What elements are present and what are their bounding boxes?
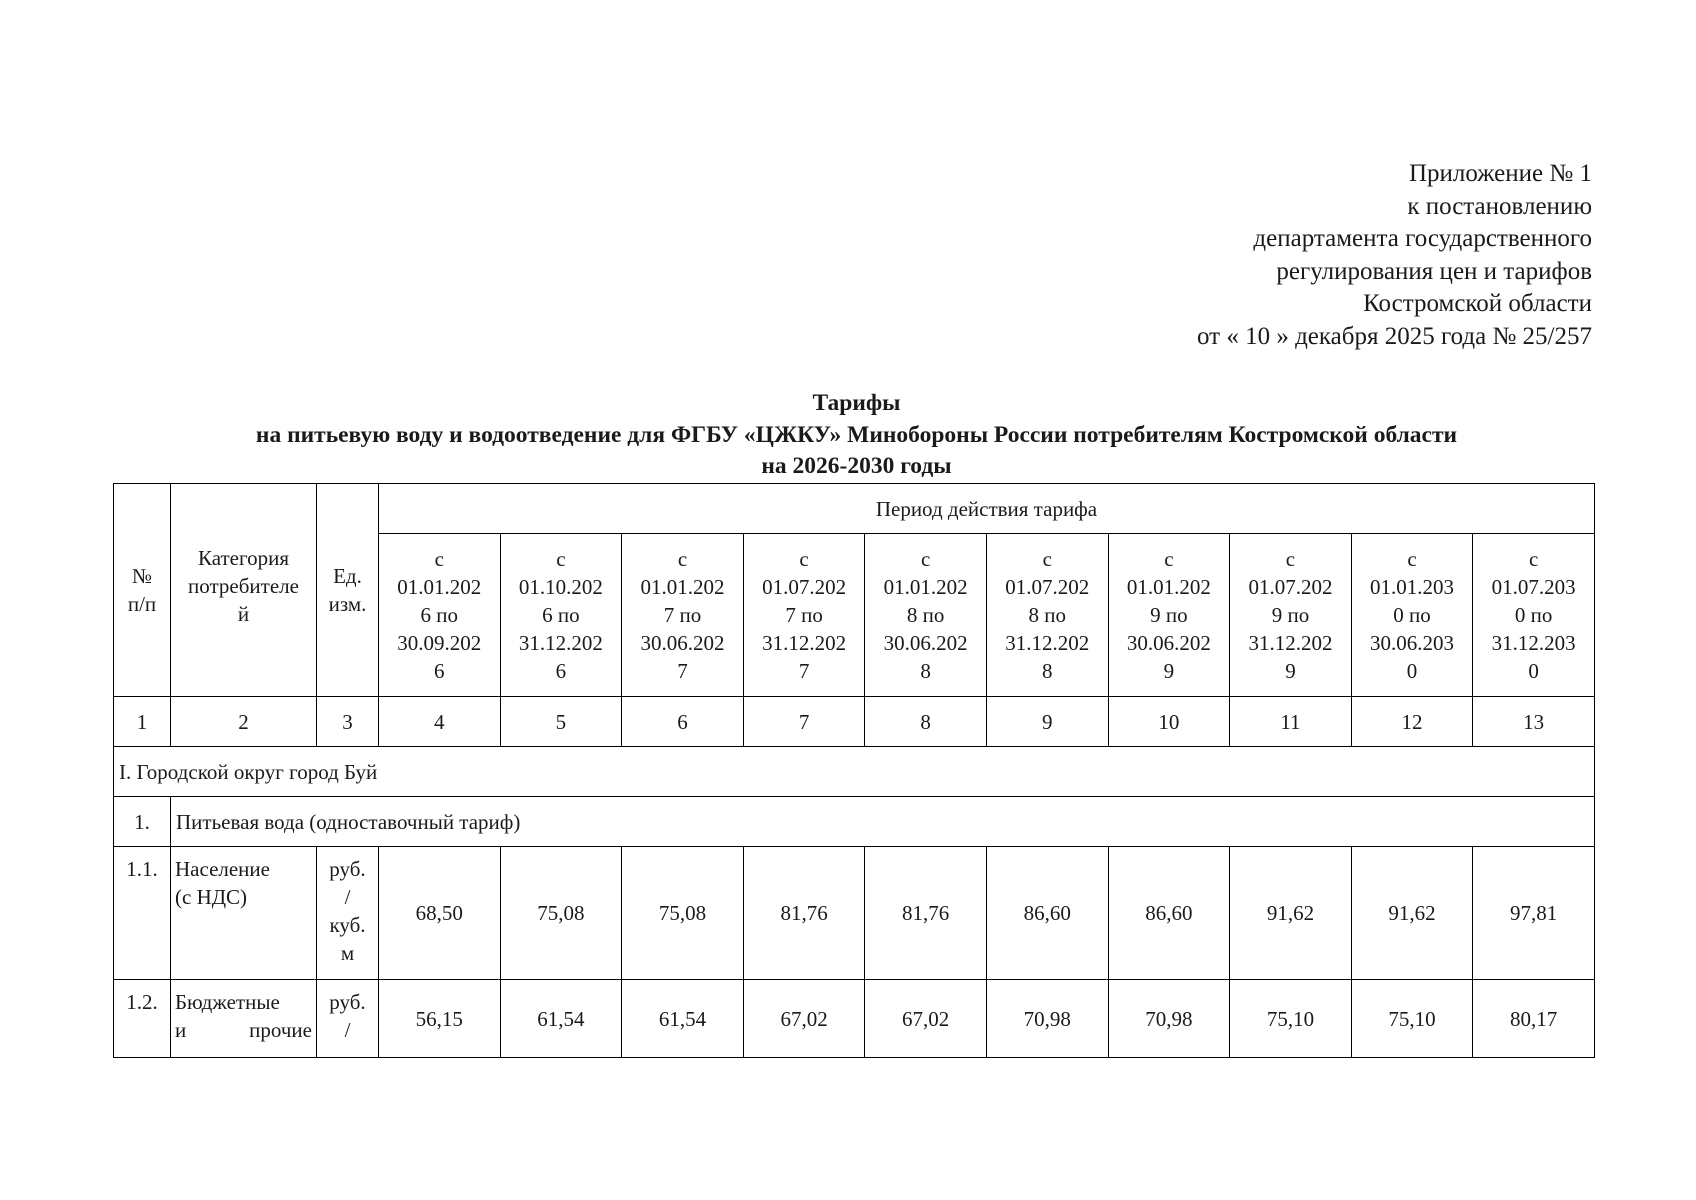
row-num: 1.1. bbox=[114, 847, 171, 980]
period-line: 01.07.202 bbox=[762, 575, 847, 599]
row-unit-line: куб. bbox=[329, 913, 366, 937]
column-number: 9 bbox=[986, 697, 1108, 747]
period-cell bbox=[1351, 534, 1473, 697]
period-line: 9 bbox=[1285, 659, 1296, 683]
column-number: 11 bbox=[1230, 697, 1352, 747]
tariff-value: 86,60 bbox=[986, 847, 1108, 980]
period-line: 6 по bbox=[542, 603, 580, 627]
header-category-line: Категория bbox=[198, 546, 289, 570]
column-number: 8 bbox=[865, 697, 987, 747]
approval-line: от « 10 » декабря 2025 года № 25/257 bbox=[1196, 322, 1592, 350]
header-category-line: потребителе bbox=[188, 574, 299, 598]
tariff-value: 70,98 bbox=[986, 980, 1108, 1058]
tariff-value: 97,81 bbox=[1473, 847, 1595, 980]
column-number: 7 bbox=[743, 697, 865, 747]
period-line: 01.01.202 bbox=[397, 575, 482, 599]
row-category-word: прочие bbox=[249, 1018, 312, 1042]
period-line: 01.07.202 bbox=[1005, 575, 1090, 599]
period-line: 8 bbox=[1042, 659, 1053, 683]
section-row bbox=[114, 747, 1595, 797]
period-line: 30.06.202 bbox=[640, 631, 725, 655]
tariff-value: 67,02 bbox=[743, 980, 865, 1058]
row-num: 1.2. bbox=[114, 980, 171, 1058]
period-line: 31.12.202 bbox=[1248, 631, 1333, 655]
title-line: Тарифы bbox=[812, 390, 901, 416]
approval-line: Приложение № 1 bbox=[1408, 160, 1592, 187]
header-num-line: № bbox=[131, 564, 153, 588]
period-line: 7 bbox=[677, 659, 688, 683]
column-number: 4 bbox=[379, 697, 501, 747]
tariff-value: 75,10 bbox=[1351, 980, 1473, 1058]
period-line: 7 по bbox=[663, 603, 702, 627]
period-line: 30.06.202 bbox=[1126, 631, 1211, 655]
period-line: с bbox=[556, 547, 566, 571]
row-unit-line: / bbox=[344, 885, 351, 909]
tariff-value: 68,50 bbox=[379, 847, 501, 980]
tariff-value: 91,62 bbox=[1351, 847, 1473, 980]
row-category-line bbox=[175, 1016, 312, 1044]
period-line: 6 по bbox=[420, 603, 459, 627]
header-period: Период действия тарифа bbox=[379, 484, 1595, 534]
row-unit bbox=[317, 847, 379, 980]
period-line: с bbox=[799, 547, 809, 571]
row-category-line: (с НДС) bbox=[175, 885, 248, 909]
period-line: 30.06.202 bbox=[883, 631, 968, 655]
row-unit-line: руб. bbox=[329, 857, 366, 881]
period-cell bbox=[743, 534, 865, 697]
header-num-line: п/п bbox=[127, 592, 157, 616]
period-line: 01.07.203 bbox=[1491, 575, 1576, 599]
period-line: 8 по bbox=[906, 603, 945, 627]
table-row bbox=[114, 847, 1595, 980]
period-line: 31.12.202 bbox=[518, 631, 603, 655]
tariff-value: 81,76 bbox=[743, 847, 865, 980]
period-line: 30.09.202 bbox=[397, 631, 482, 655]
header-category bbox=[171, 484, 317, 697]
period-line: 01.01.203 bbox=[1370, 575, 1455, 599]
row-category-line: Население bbox=[175, 857, 270, 881]
row-category-word: и bbox=[175, 1018, 187, 1042]
title-line: на питьевую воду и водоотведение для ФГБУ «ЦЖКУ» Минобороны России потребителям Костромской области bbox=[255, 421, 1458, 448]
column-number-row bbox=[114, 697, 1595, 747]
period-line: 0 по bbox=[1393, 603, 1431, 627]
approval-block bbox=[1197, 158, 1592, 353]
period-line: 8 bbox=[920, 659, 931, 683]
approval-line: департамента государственного bbox=[1253, 225, 1592, 252]
period-line: 9 bbox=[1163, 659, 1175, 683]
period-line: 01.01.202 bbox=[883, 575, 968, 599]
tariff-value: 80,17 bbox=[1473, 980, 1595, 1058]
period-line: с bbox=[677, 547, 688, 571]
period-cell bbox=[865, 534, 987, 697]
tariff-value: 81,76 bbox=[865, 847, 987, 980]
section-title: I. Городской округ город Буй bbox=[114, 747, 1595, 797]
tariff-value: 86,60 bbox=[1108, 847, 1230, 980]
period-line: 6 bbox=[434, 659, 445, 683]
row-unit-line: / bbox=[344, 1018, 351, 1042]
tariff-value: 67,02 bbox=[865, 980, 987, 1058]
tariff-value: 61,54 bbox=[500, 980, 622, 1058]
period-line: с bbox=[921, 547, 931, 571]
period-line: 01.07.202 bbox=[1248, 575, 1333, 599]
period-line: 31.12.203 bbox=[1491, 631, 1576, 655]
period-cell bbox=[986, 534, 1108, 697]
period-line: 01.01.202 bbox=[640, 575, 725, 599]
tariff-value: 56,15 bbox=[379, 980, 501, 1058]
column-number: 2 bbox=[171, 697, 317, 747]
period-cell bbox=[1473, 534, 1595, 697]
period-line: 31.12.202 bbox=[1005, 631, 1090, 655]
approval-line: регулирования цен и тарифов bbox=[1276, 257, 1592, 285]
header-row-top bbox=[114, 484, 1595, 534]
period-cell bbox=[1230, 534, 1352, 697]
period-line: 9 по bbox=[1271, 603, 1310, 627]
period-line: 9 по bbox=[1150, 603, 1188, 627]
period-line: 30.06.203 bbox=[1370, 631, 1455, 655]
period-cell bbox=[622, 534, 744, 697]
row-unit bbox=[317, 980, 379, 1058]
column-number: 3 bbox=[317, 697, 379, 747]
table-row bbox=[114, 980, 1595, 1058]
tariff-value: 61,54 bbox=[622, 980, 744, 1058]
period-line: 0 bbox=[1528, 659, 1539, 683]
period-line: с bbox=[1042, 547, 1052, 571]
column-number: 10 bbox=[1108, 697, 1230, 747]
period-line: 01.01.202 bbox=[1126, 575, 1211, 599]
column-number: 6 bbox=[622, 697, 744, 747]
tariff-value: 75,08 bbox=[500, 847, 622, 980]
period-cell bbox=[1108, 534, 1230, 697]
period-cell bbox=[500, 534, 622, 697]
row-category bbox=[171, 847, 317, 980]
period-line: 01.10.202 bbox=[518, 575, 603, 599]
tariffs-table bbox=[113, 483, 1595, 1058]
approval-line: Костромской области bbox=[1363, 290, 1592, 317]
column-number: 13 bbox=[1473, 697, 1595, 747]
period-line: 8 по bbox=[1028, 603, 1067, 627]
period-line: с bbox=[1407, 547, 1417, 571]
row-unit-line: м bbox=[340, 941, 355, 965]
header-unit bbox=[317, 484, 379, 697]
column-number: 1 bbox=[114, 697, 171, 747]
row-unit-line: руб. bbox=[329, 990, 366, 1014]
period-cell bbox=[379, 534, 501, 697]
tariff-value: 75,08 bbox=[622, 847, 744, 980]
period-line: 6 bbox=[555, 659, 567, 683]
tariff-value: 70,98 bbox=[1108, 980, 1230, 1058]
period-line: 0 bbox=[1406, 659, 1418, 683]
row-category-line: Бюджетные bbox=[175, 990, 280, 1014]
title-line: на 2026-2030 годы bbox=[761, 453, 952, 479]
header-unit-line: изм. bbox=[328, 592, 367, 616]
period-line: с bbox=[434, 547, 444, 571]
tariff-value: 91,62 bbox=[1230, 847, 1352, 980]
period-line: 31.12.202 bbox=[762, 631, 847, 655]
document-title bbox=[113, 388, 1600, 483]
header-unit-line: Ед. bbox=[333, 564, 362, 588]
period-line: 7 по bbox=[785, 603, 823, 627]
group-row bbox=[114, 797, 1595, 847]
period-line: 0 по bbox=[1514, 603, 1553, 627]
tariff-value: 75,10 bbox=[1230, 980, 1352, 1058]
column-number: 5 bbox=[500, 697, 622, 747]
row-category bbox=[171, 980, 317, 1058]
period-line: с bbox=[1285, 547, 1296, 571]
header-category-line: й bbox=[237, 602, 250, 626]
period-line: с bbox=[1528, 547, 1539, 571]
period-line: с bbox=[1164, 547, 1174, 571]
group-num: 1. bbox=[114, 797, 171, 847]
period-line: 7 bbox=[798, 659, 810, 683]
column-number: 12 bbox=[1351, 697, 1473, 747]
approval-line: к постановлению bbox=[1407, 192, 1592, 220]
group-label: Питьевая вода (одноставочный тариф) bbox=[171, 797, 1595, 847]
header-num bbox=[114, 484, 171, 697]
